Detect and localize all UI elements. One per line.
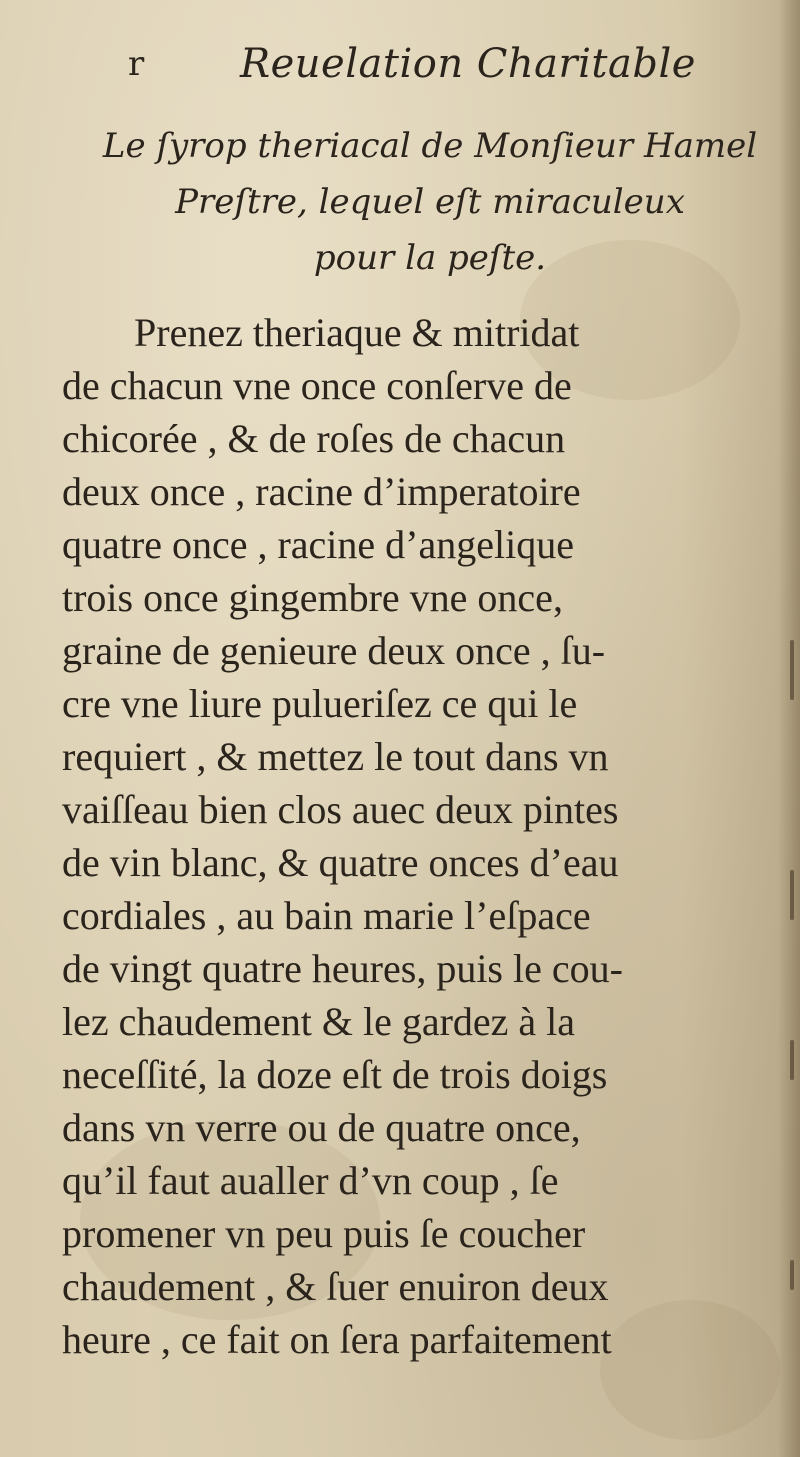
text-line: lez chaudement & le gardez à la — [62, 999, 576, 1044]
text-line: graine de genieure deux once , ſu- — [62, 628, 606, 673]
heading-line: Preſtre, lequel eſt miraculeux — [175, 182, 685, 222]
text-line: de chacun vne once conſerve de — [62, 363, 572, 408]
text-line: vaiſſeau bien clos auec deux pintes — [62, 787, 619, 832]
text-line: de vin blanc, & quatre onces d’eau — [62, 840, 619, 885]
text-line: chaudement , & ſuer enuiron deux — [62, 1264, 609, 1309]
page-edge-mark — [790, 1040, 794, 1080]
text-line: cordiales , au bain marie l’eſpace — [62, 893, 591, 938]
heading-line: Le ſyrop theriacal de Monſieur Hamel — [102, 126, 758, 166]
text-line: promener vn peu puis ſe coucher — [62, 1211, 586, 1256]
page-edge-mark — [790, 1260, 794, 1290]
text-line: deux once , racine d’imperatoire — [62, 469, 581, 514]
text-line: heure , ce fait on ſera parfaitement — [62, 1317, 612, 1362]
text-line: Prenez theriaque & mitridat — [134, 310, 580, 355]
section-heading — [70, 118, 790, 286]
body-paragraph — [62, 306, 782, 1366]
text-line: chicorée , & de roſes de chacun — [62, 416, 566, 461]
folio-signature: r — [128, 44, 145, 84]
running-head — [0, 38, 800, 98]
text-line: neceſſité, la doze eſt de trois doigs — [62, 1052, 608, 1097]
heading-line: pour la peſte. — [313, 238, 547, 278]
text-line: cre vne liure pulueriſez ce qui le — [62, 681, 578, 726]
text-line: qu’il faut aualler d’vn coup , ſe — [62, 1158, 559, 1203]
text-line: de vingt quatre heures, puis le cou- — [62, 946, 623, 991]
running-title: Reuelation Charitable — [240, 41, 696, 87]
text-line: trois once gingembre vne once, — [62, 575, 563, 620]
text-line: quatre once , racine d’angelique — [62, 522, 574, 567]
text-line: requiert , & mettez le tout dans vn — [62, 734, 609, 779]
text-line: dans vn verre ou de quatre once, — [62, 1105, 581, 1150]
page-edge-mark — [790, 870, 794, 920]
page-edge-mark — [790, 640, 794, 700]
